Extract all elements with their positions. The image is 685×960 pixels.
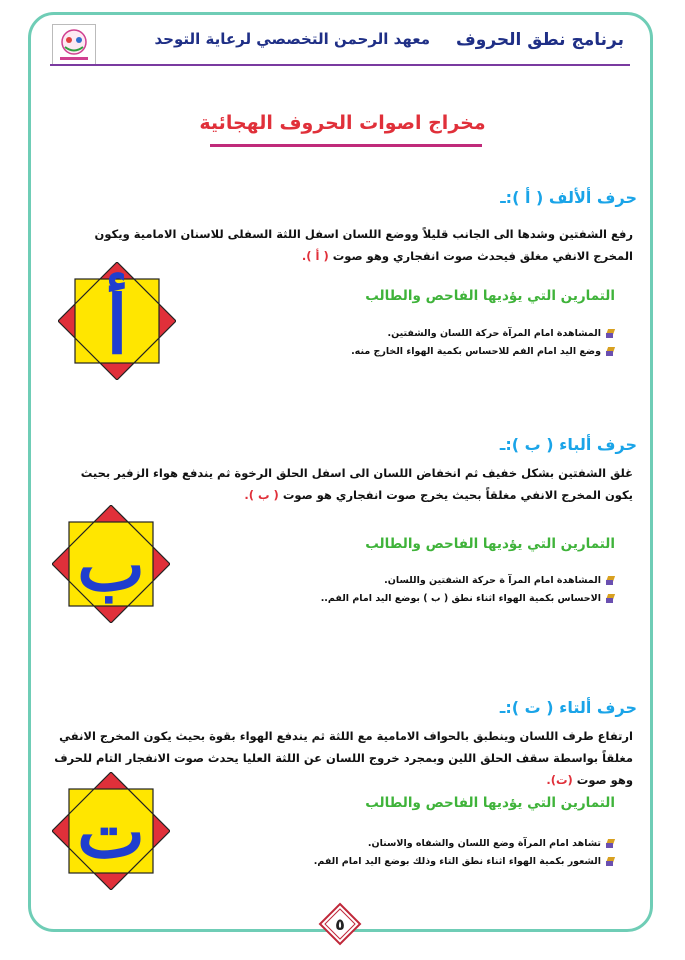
section-description: ارتفاع طرف اللسان وينطبق بالحواف الامامية مع اللثة ثم يندفع الهواء بقوة بحيث يكون المخرج الانفي مغلقاً بواسطة سقف الحلق اللين وبمجرد خروج اللسان عن اللثة العليا يحدث صوت الانفجار التام للحرف وهو صوت (ت). [54,729,633,787]
book-bullet-icon [606,576,615,585]
exercises-title: التمارين التي يؤديها الفاحص والطالب [365,288,615,304]
letter-glyph: ب [77,521,145,607]
exercise-item: المشاهدة امام المرآ ة حركة الشفتين واللسان. [321,571,615,589]
book-bullet-icon [606,329,615,338]
book-bullet-icon [606,839,615,848]
program-title: برنامج نطق الحروف [456,30,624,50]
section-heading: حرف ألتاء ( ت ):ـ [499,698,637,717]
exercises-title: التمارين التي يؤديها الفاحص والطالب [365,536,615,552]
exercise-list [314,834,615,870]
section-description: غلق الشفتين بشكل خفيف ثم انخفاض اللسان الى اسفل الحلق الرخوة ثم يندفع هواء الزفير بحيث يكون المخرج الانفي مغلقاً بحيث يخرج صوت انفجاري هو صوت ( ب ). [80,466,633,502]
sound-label: ( أ ). [301,249,329,263]
page-number-text: ٥ [335,914,345,934]
sound-label: ( ب ). [244,488,279,502]
page-number [318,902,362,946]
book-bullet-icon [606,857,615,866]
section-heading: حرف ألألف ( أ ):ـ [500,188,637,207]
letter-card-baa [52,505,170,623]
exercises-title: التمارين التي يؤديها الفاحص والطالب [365,795,615,811]
letter-glyph: ت [77,788,145,874]
exercise-item: وضع اليد امام الفم للاحساس بكمية الهواء الخارج منه. [351,342,615,360]
institute-logo-icon [52,24,96,66]
header-rule [50,64,630,66]
sound-label: (ت). [546,773,573,787]
exercise-item: تشاهد امام المرآة وضع اللسان والشفاه والاسنان. [314,834,615,852]
book-bullet-icon [606,594,615,603]
book-bullet-icon [606,347,615,356]
institute-name: معهد الرحمن التخصصي لرعاية التوحد [154,30,430,48]
exercise-list [321,571,615,607]
exercise-list [351,324,615,360]
letter-card-alif [58,262,176,380]
exercise-item: الشعور بكمية الهواء اثناء نطق التاء وذلك بوضع اليد امام الفم. [314,852,615,870]
letter-card-taa [52,772,170,890]
exercise-item: الاحساس بكمية الهواء اثناء نطق ( ب ) بوضع اليد امام الفم.. [321,589,615,607]
section-heading: حرف ألباء ( ب ):ـ [499,435,637,454]
letter-glyph: أ [105,278,129,372]
section-description: رفع الشفتين وشدها الى الجانب قليلاً ووضع اللسان اسفل اللثة السفلى للاسنان الامامية ويكون المخرج الانفي مغلق فيحدث صوت انفجاري وهو صوت ( أ ). [94,227,633,263]
page-title: مخراج اصوات الحروف الهجائية [199,112,486,134]
title-underline [210,144,482,147]
exercise-item: المشاهدة امام المرآة حركة اللسان والشفتين. [351,324,615,342]
page-header [50,22,630,72]
